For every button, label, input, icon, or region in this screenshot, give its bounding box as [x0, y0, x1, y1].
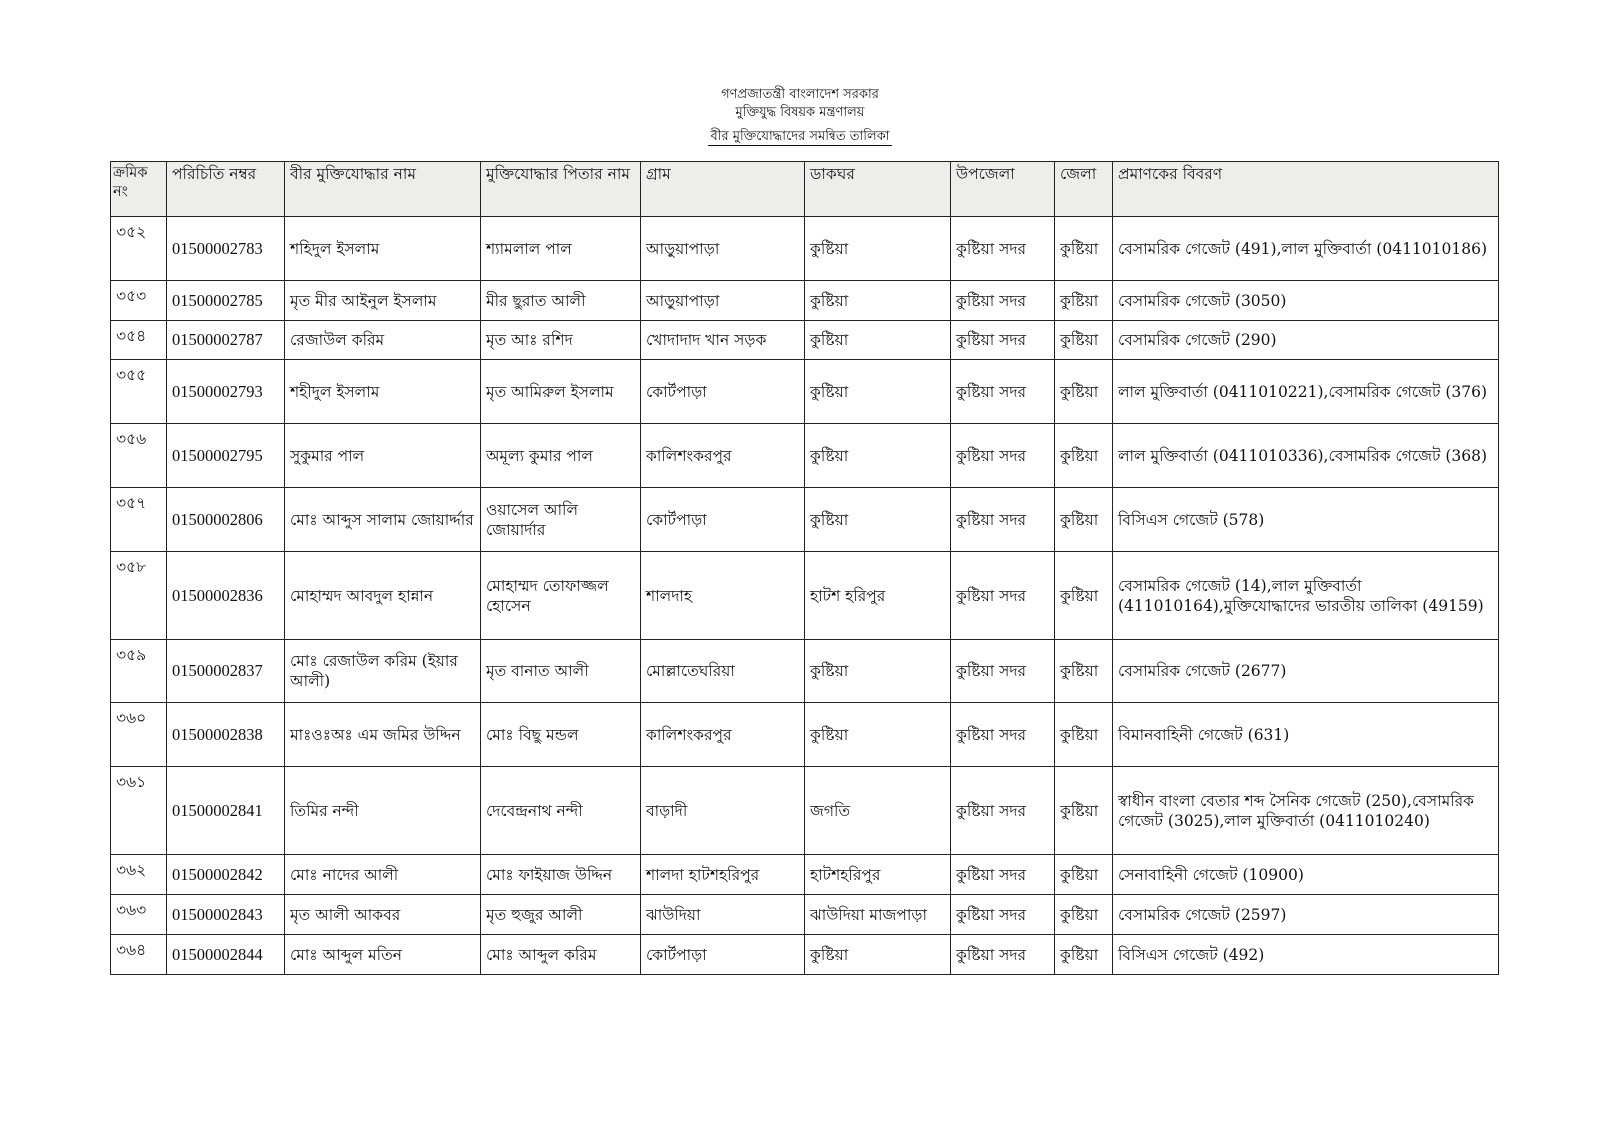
cell-village: কোর্টপাড়া [641, 935, 805, 975]
cell-father: মৃত বানাত আলী [481, 640, 641, 703]
cell-father: মোঃ বিছু মন্ডল [481, 703, 641, 767]
cell-id: 01500002841 [167, 767, 285, 855]
cell-village: শালদাহ [641, 552, 805, 640]
document-header [0, 86, 1600, 146]
cell-upazila: কুষ্টিয়া সদর [951, 217, 1055, 281]
cell-father: মৃত হুজুর আলী [481, 895, 641, 935]
cell-proof: বিসিএস গেজেট (492) [1113, 935, 1499, 975]
cell-proof: বেসামরিক গেজেট (290) [1113, 321, 1499, 360]
cell-post: কুষ্টিয়া [805, 321, 951, 360]
col-header-proof: প্রমাণকের বিবরণ [1113, 162, 1499, 217]
cell-proof: বিমানবাহিনী গেজেট (631) [1113, 703, 1499, 767]
cell-serial: ৩৬২ [111, 855, 167, 895]
cell-id: 01500002838 [167, 703, 285, 767]
cell-post: কুষ্টিয়া [805, 360, 951, 424]
cell-serial: ৩৬১ [111, 767, 167, 855]
cell-name: মোহাম্মদ আবদুল হান্নান [285, 552, 481, 640]
table-row [111, 552, 1499, 640]
cell-father: অমূল্য কুমার পাল [481, 424, 641, 488]
cell-serial: ৩৫৩ [111, 281, 167, 321]
cell-village: ঝাউদিয়া [641, 895, 805, 935]
cell-id: 01500002843 [167, 895, 285, 935]
table-row [111, 488, 1499, 552]
cell-id: 01500002783 [167, 217, 285, 281]
cell-proof: বিসিএস গেজেট (578) [1113, 488, 1499, 552]
cell-upazila: কুষ্টিয়া সদর [951, 855, 1055, 895]
cell-name: মাঃওঃঅঃ এম জমির উদ্দিন [285, 703, 481, 767]
cell-district: কুষ্টিয়া [1055, 321, 1113, 360]
col-header-village: গ্রাম [641, 162, 805, 217]
cell-id: 01500002836 [167, 552, 285, 640]
cell-post: কুষ্টিয়া [805, 424, 951, 488]
cell-proof: সেনাবাহিনী গেজেট (10900) [1113, 855, 1499, 895]
cell-serial: ৩৬০ [111, 703, 167, 767]
cell-name: সুকুমার পাল [285, 424, 481, 488]
ministry-title: মুক্তিযুদ্ধ বিষয়ক মন্ত্রণালয় [735, 105, 865, 120]
cell-name: মৃত মীর আইনুল ইসলাম [285, 281, 481, 321]
cell-upazila: কুষ্টিয়া সদর [951, 703, 1055, 767]
cell-name: মোঃ নাদের আলী [285, 855, 481, 895]
cell-post: কুষ্টিয়া [805, 488, 951, 552]
cell-village: আড়ুয়াপাড়া [641, 281, 805, 321]
cell-father: মৃত আঃ রশিদ [481, 321, 641, 360]
cell-name: মোঃ আব্দুস সালাম জোয়ার্দ্দার [285, 488, 481, 552]
cell-serial: ৩৫৭ [111, 488, 167, 552]
cell-serial: ৩৫৯ [111, 640, 167, 703]
table-row [111, 767, 1499, 855]
cell-name: রেজাউল করিম [285, 321, 481, 360]
table-row [111, 424, 1499, 488]
cell-id: 01500002793 [167, 360, 285, 424]
cell-district: কুষ্টিয়া [1055, 935, 1113, 975]
cell-upazila: কুষ্টিয়া সদর [951, 935, 1055, 975]
cell-upazila: কুষ্টিয়া সদর [951, 895, 1055, 935]
table-row [111, 935, 1499, 975]
cell-upazila: কুষ্টিয়া সদর [951, 360, 1055, 424]
table-row [111, 640, 1499, 703]
cell-village: কালিশংকরপুর [641, 703, 805, 767]
cell-district: কুষ্টিয়া [1055, 895, 1113, 935]
cell-proof: বেসামরিক গেজেট (3050) [1113, 281, 1499, 321]
cell-post: কুষ্টিয়া [805, 217, 951, 281]
cell-proof: বেসামরিক গেজেট (2677) [1113, 640, 1499, 703]
cell-name: মোঃ রেজাউল করিম (ইয়ার আলী) [285, 640, 481, 703]
cell-district: কুষ্টিয়া [1055, 424, 1113, 488]
cell-id: 01500002842 [167, 855, 285, 895]
cell-proof: বেসামরিক গেজেট (491),লাল মুক্তিবার্তা (0411010186) [1113, 217, 1499, 281]
cell-post: কুষ্টিয়া [805, 703, 951, 767]
cell-post: হাটশ হরিপুর [805, 552, 951, 640]
cell-father: মীর ছুরাত আলী [481, 281, 641, 321]
cell-father: ওয়াসেল আলি জোয়ার্দার [481, 488, 641, 552]
cell-post: কুষ্টিয়া [805, 935, 951, 975]
cell-post: কুষ্টিয়া [805, 640, 951, 703]
cell-proof: লাল মুক্তিবার্তা (0411010221),বেসামরিক গেজেট (376) [1113, 360, 1499, 424]
cell-father: শ্যামলাল পাল [481, 217, 641, 281]
col-header-post: ডাকঘর [805, 162, 951, 217]
cell-village: কোর্টপাড়া [641, 488, 805, 552]
col-header-father: মুক্তিযোদ্ধার পিতার নাম [481, 162, 641, 217]
cell-serial: ৩৫৬ [111, 424, 167, 488]
cell-district: কুষ্টিয়া [1055, 703, 1113, 767]
cell-district: কুষ্টিয়া [1055, 217, 1113, 281]
cell-father: মোঃ ফাইয়াজ উদ্দিন [481, 855, 641, 895]
cell-upazila: কুষ্টিয়া সদর [951, 281, 1055, 321]
cell-district: কুষ্টিয়া [1055, 281, 1113, 321]
table-row [111, 703, 1499, 767]
cell-serial: ৩৫৪ [111, 321, 167, 360]
cell-village: শালদা হাটশহরিপুর [641, 855, 805, 895]
cell-upazila: কুষ্টিয়া সদর [951, 321, 1055, 360]
government-title: গণপ্রজাতন্ত্রী বাংলাদেশ সরকার [721, 87, 879, 102]
table-row [111, 321, 1499, 360]
cell-village: খোদাদাদ খান সড়ক [641, 321, 805, 360]
cell-post: কুষ্টিয়া [805, 281, 951, 321]
table-row [111, 360, 1499, 424]
cell-district: কুষ্টিয়া [1055, 640, 1113, 703]
cell-district: কুষ্টিয়া [1055, 552, 1113, 640]
cell-post: ঝাউদিয়া মাজপাড়া [805, 895, 951, 935]
cell-post: হাটশহরিপুর [805, 855, 951, 895]
freedom-fighters-table [110, 161, 1499, 975]
table-header-row [111, 162, 1499, 217]
cell-id: 01500002795 [167, 424, 285, 488]
cell-upazila: কুষ্টিয়া সদর [951, 424, 1055, 488]
col-header-district: জেলা [1055, 162, 1113, 217]
cell-proof: বেসামরিক গেজেট (14),লাল মুক্তিবার্তা (411010164),মুক্তিযোদ্ধাদের ভারতীয় তালিকা (49159) [1113, 552, 1499, 640]
cell-village: আড়ুয়াপাড়া [641, 217, 805, 281]
cell-upazila: কুষ্টিয়া সদর [951, 767, 1055, 855]
table-row [111, 855, 1499, 895]
cell-serial: ৩৬৩ [111, 895, 167, 935]
cell-father: মৃত আমিরুল ইসলাম [481, 360, 641, 424]
cell-name: মোঃ আব্দুল মতিন [285, 935, 481, 975]
col-header-upazila: উপজেলা [951, 162, 1055, 217]
cell-upazila: কুষ্টিয়া সদর [951, 488, 1055, 552]
cell-name: তিমির নন্দী [285, 767, 481, 855]
col-header-id: পরিচিতি নম্বর [167, 162, 285, 217]
cell-village: কোর্টপাড়া [641, 360, 805, 424]
table-row [111, 281, 1499, 321]
cell-upazila: কুষ্টিয়া সদর [951, 640, 1055, 703]
cell-village: মোল্লাতেঘরিয়া [641, 640, 805, 703]
cell-serial: ৩৫২ [111, 217, 167, 281]
cell-proof: লাল মুক্তিবার্তা (0411010336),বেসামরিক গেজেট (368) [1113, 424, 1499, 488]
cell-serial: ৩৬৪ [111, 935, 167, 975]
table-row [111, 895, 1499, 935]
cell-name: শহীদুল ইসলাম [285, 360, 481, 424]
cell-father: মোহাম্মদ তোফাজ্জল হোসেন [481, 552, 641, 640]
cell-district: কুষ্টিয়া [1055, 360, 1113, 424]
cell-id: 01500002837 [167, 640, 285, 703]
cell-village: কালিশংকরপুর [641, 424, 805, 488]
cell-name: মৃত আলী আকবর [285, 895, 481, 935]
cell-id: 01500002787 [167, 321, 285, 360]
cell-serial: ৩৫৫ [111, 360, 167, 424]
cell-father: দেবেন্দ্রনাথ নন্দী [481, 767, 641, 855]
cell-father: মোঃ আব্দুল করিম [481, 935, 641, 975]
col-header-serial: ক্রমিক নং [111, 162, 167, 217]
list-title: বীর মুক্তিযোদ্ধাদের সমন্বিত তালিকা [710, 129, 890, 144]
cell-district: কুষ্টিয়া [1055, 767, 1113, 855]
cell-district: কুষ্টিয়া [1055, 855, 1113, 895]
cell-upazila: কুষ্টিয়া সদর [951, 552, 1055, 640]
col-header-name: বীর মুক্তিযোদ্ধার নাম [285, 162, 481, 217]
cell-name: শহিদুল ইসলাম [285, 217, 481, 281]
cell-id: 01500002844 [167, 935, 285, 975]
cell-serial: ৩৫৮ [111, 552, 167, 640]
table-row [111, 217, 1499, 281]
cell-village: বাড়াদী [641, 767, 805, 855]
cell-proof: বেসামরিক গেজেট (2597) [1113, 895, 1499, 935]
cell-id: 01500002785 [167, 281, 285, 321]
cell-post: জগতি [805, 767, 951, 855]
cell-district: কুষ্টিয়া [1055, 488, 1113, 552]
cell-id: 01500002806 [167, 488, 285, 552]
cell-proof: স্বাধীন বাংলা বেতার শব্দ সৈনিক গেজেট (250),বেসামরিক গেজেট (3025),লাল মুক্তিবার্তা (0411010240) [1113, 767, 1499, 855]
